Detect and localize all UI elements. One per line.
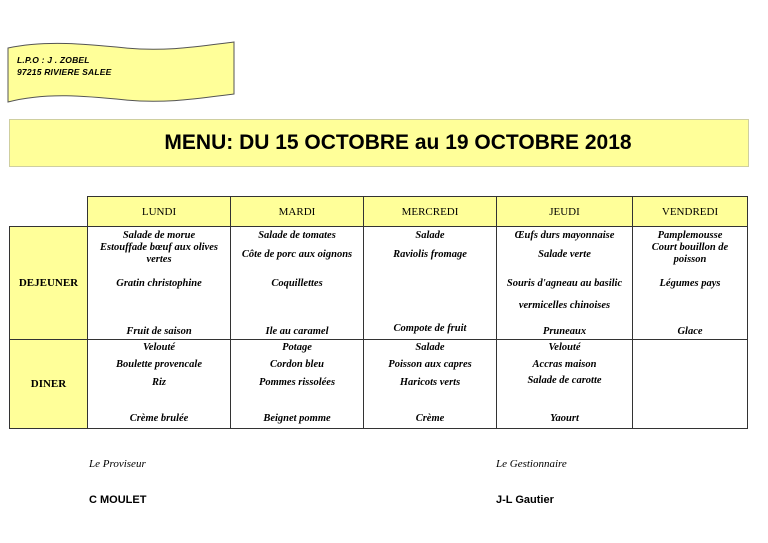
meal-label-diner: DINER: [10, 340, 88, 429]
dish: Salade de tomates: [258, 230, 336, 241]
meal-label-dejeuner: DEJEUNER: [10, 227, 88, 340]
dish: Beignet pomme: [263, 413, 331, 424]
dish: vertes: [146, 254, 172, 265]
dish: Poisson aux capres: [388, 359, 472, 370]
meal-row-dejeuner: [10, 227, 748, 340]
day-header-mardi: MARDI: [231, 197, 364, 227]
dish: Fruit de saison: [126, 326, 192, 337]
dish: Compote de fruit: [393, 323, 467, 334]
dish: Boulette provencale: [115, 359, 203, 370]
dejeuner-jeudi: [497, 227, 633, 340]
dish: Glace: [677, 326, 703, 337]
dish: poisson: [673, 254, 707, 265]
dish: Pamplemousse: [657, 230, 723, 241]
day-header-jeudi: JEUDI: [497, 197, 633, 227]
dish: Salade verte: [538, 249, 591, 260]
dish: Velouté: [548, 342, 581, 353]
dish: Gratin christophine: [116, 278, 202, 289]
day-header-lundi: LUNDI: [88, 197, 231, 227]
menu-table: [9, 196, 748, 429]
meal-row-diner: [10, 340, 748, 429]
dish: Estouffade bœuf aux olives: [100, 242, 218, 253]
diner-mercredi: [364, 340, 497, 429]
dish: Crème brulée: [129, 413, 189, 424]
dish: Potage: [282, 342, 312, 353]
dish: Court bouillon de: [651, 242, 729, 253]
dish: Salade: [415, 342, 445, 353]
signature-role-gestionnaire: Le Gestionnaire: [496, 458, 567, 470]
dejeuner-mardi: [231, 227, 364, 340]
dejeuner-mercredi: [364, 227, 497, 340]
dish: Pommes rissolées: [258, 377, 336, 388]
signature-role-proviseur: Le Proviseur: [89, 458, 146, 470]
day-header-mercredi: MERCREDI: [364, 197, 497, 227]
diner-mardi: [231, 340, 364, 429]
dish: Raviolis fromage: [393, 249, 467, 260]
dish: Salade de carotte: [527, 375, 602, 386]
dish: Coquillettes: [271, 278, 323, 289]
day-header-row: [10, 197, 748, 227]
dish: Œufs durs mayonnaise: [514, 230, 615, 241]
dish: Cordon bleu: [270, 359, 324, 370]
dish: Ile au caramel: [265, 326, 329, 337]
dejeuner-lundi: [88, 227, 231, 340]
dish: Velouté: [142, 342, 176, 353]
dish: Salade: [415, 230, 445, 241]
dish: vermicelles chinoises: [518, 300, 611, 311]
dish: Accras maison: [532, 359, 597, 370]
school-text: [17, 54, 112, 78]
signature-name-gestionnaire: J-L Gautier: [496, 494, 554, 506]
dish: Crème: [415, 413, 445, 424]
school-name: L.P.O : J . ZOBEL: [17, 55, 90, 65]
dish: Pruneaux: [542, 326, 587, 337]
dish: Côte de porc aux oignons: [241, 249, 353, 260]
diner-lundi: [88, 340, 231, 429]
dish: Souris d'agneau au basilic: [506, 278, 623, 289]
school-address: 97215 RIVIERE SALEE: [17, 67, 112, 77]
dejeuner-vendredi: [633, 227, 748, 340]
signature-name-proviseur: C MOULET: [89, 494, 147, 506]
dish: Légumes pays: [659, 278, 721, 289]
diner-jeudi: [497, 340, 633, 429]
dish: Haricots verts: [399, 377, 461, 388]
dish: Riz: [151, 377, 166, 388]
school-banner: [6, 40, 238, 106]
menu-title: MENU: DU 15 OCTOBRE au 19 OCTOBRE 2018: [164, 131, 632, 154]
dish: Salade de morue: [122, 230, 196, 241]
dish: Yaourt: [550, 413, 579, 424]
diner-vendredi: [633, 340, 748, 429]
title-bar: [9, 119, 749, 167]
corner-cell: [10, 197, 88, 227]
day-header-vendredi: VENDREDI: [633, 197, 748, 227]
